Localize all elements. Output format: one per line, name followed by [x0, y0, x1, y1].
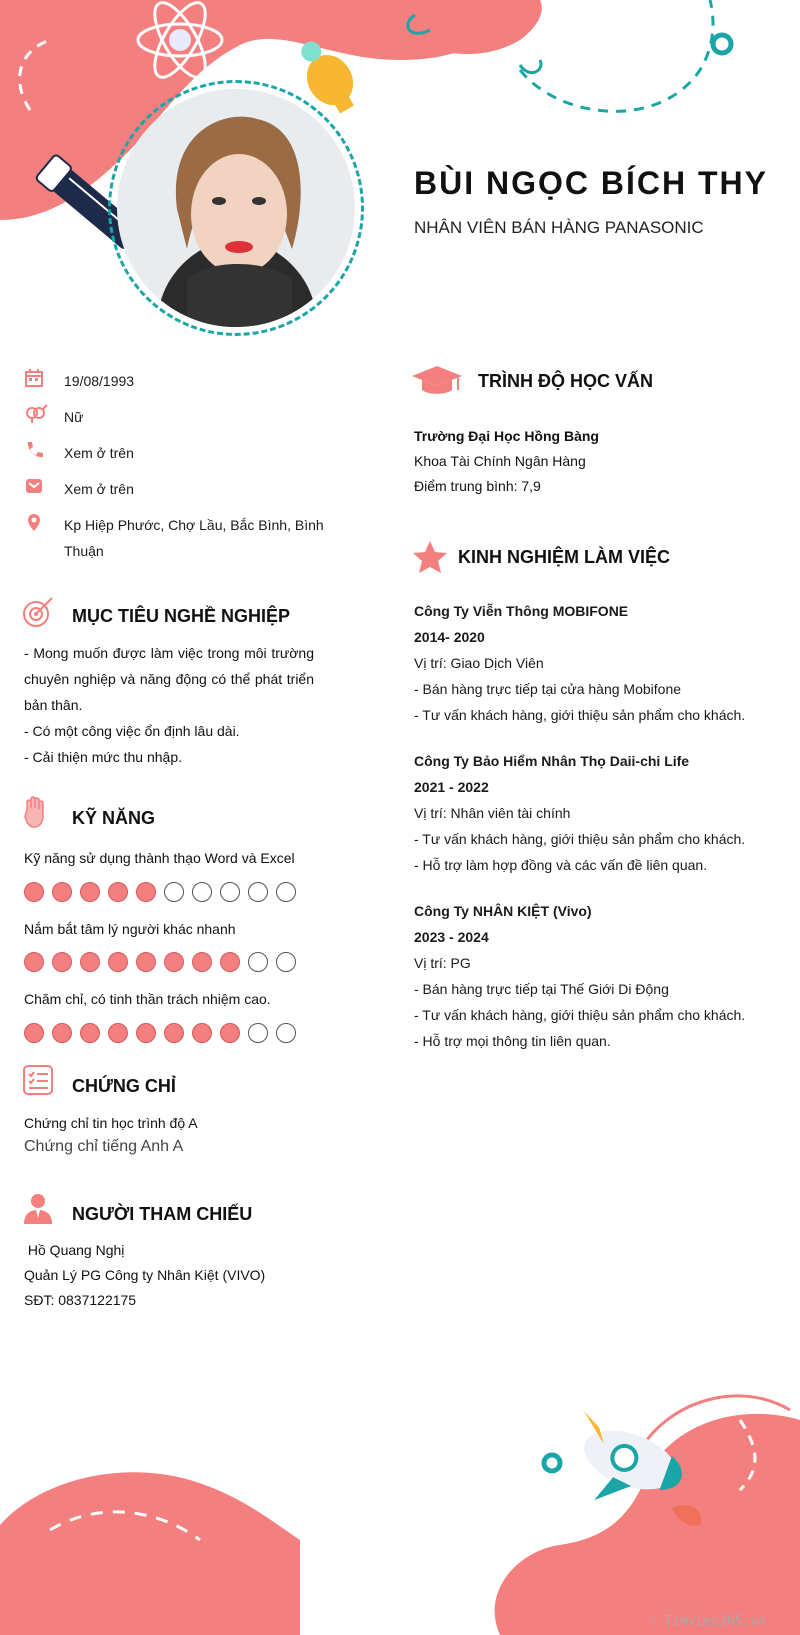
job-company: Công Ty Bảo Hiểm Nhân Thọ Daii-chi Life [414, 753, 690, 769]
gender-row [24, 404, 324, 432]
rating-dot-filled [24, 882, 44, 902]
rating-dot-filled [108, 882, 128, 902]
location-pin-icon [24, 512, 44, 532]
job-company: Công Ty Viễn Thông MOBIFONE [414, 603, 629, 619]
job-duty: - Hỗ trợ làm hợp đồng và các vấn đề liên quan. [414, 857, 708, 873]
job-period: 2014- 2020 [414, 629, 485, 645]
certificates-heading: CHỨNG CHỈ [72, 1076, 176, 1096]
job-duty: - Bán hàng trực tiếp tại cửa hàng Mobifone [414, 681, 682, 697]
email-row [24, 476, 324, 504]
gpa: Điểm trung bình: 7,9 [414, 478, 541, 494]
experience-heading: KINH NGHIỆM LÀM VIỆC [458, 547, 671, 567]
rating-dot-empty [248, 952, 268, 972]
skill-label: Chăm chỉ, có tinh thần trách nhiệm cao. [24, 991, 271, 1007]
rating-dot-filled [164, 952, 184, 972]
job-role: Vị trí: PG [414, 955, 471, 971]
address-row [24, 512, 324, 564]
target-icon [22, 596, 56, 630]
rating-dot-filled [80, 882, 100, 902]
rating-dot-filled [80, 952, 100, 972]
certificate-item: Chứng chỉ tin học trình độ A [24, 1115, 198, 1131]
address-text: Kp Hiệp Phước, Chợ Lầu, Bắc Bình, Bình Thuận [64, 517, 324, 559]
rating-dot-empty [276, 1023, 296, 1043]
objective-line: - Cải thiện mức thu nhập. [24, 749, 183, 765]
rating-dot-filled [52, 882, 72, 902]
gender-icon [24, 404, 48, 424]
rating-dot-empty [220, 882, 240, 902]
rating-dot-filled [220, 1023, 240, 1043]
job-duty: - Tư vấn khách hàng, giới thiệu sản phẩm cho khách. [414, 707, 746, 723]
graduation-cap-icon [410, 364, 464, 396]
rating-dot-filled [192, 952, 212, 972]
job-duty: - Bán hàng trực tiếp tại Thế Giới Di Động [414, 981, 669, 997]
objective-heading: MỤC TIÊU NGHỀ NGHIỆP [72, 606, 291, 626]
job-period: 2021 - 2022 [414, 779, 489, 795]
star-icon [412, 540, 448, 574]
rating-dot-filled [24, 1023, 44, 1043]
rating-dot-filled [136, 882, 156, 902]
watermark: ∴ Timviec365.vn [648, 1614, 766, 1629]
objective-line: - Mong muốn được làm việc trong môi trường chuyên nghiệp và năng động có thể phát triển bản thân. [24, 645, 314, 713]
phone-text: Xem ở trên [64, 445, 134, 461]
reference-position: Quản Lý PG Công ty Nhân Kiệt (VIVO) [24, 1267, 266, 1283]
job-duty: - Tư vấn khách hàng, giới thiệu sản phẩm cho khách. [414, 1007, 746, 1023]
education-heading: TRÌNH ĐỘ HỌC VẤN [478, 371, 653, 391]
skill-label: Kỹ năng sử dụng thành thạo Word và Excel [24, 850, 295, 866]
rating-dot-empty [248, 1023, 268, 1043]
rating-dot-empty [192, 882, 212, 902]
skill-rating [24, 882, 296, 902]
phone-row [24, 440, 324, 468]
rating-dot-filled [136, 1023, 156, 1043]
phone-icon [24, 440, 44, 460]
skill-rating [24, 1023, 296, 1043]
reference-name: Hồ Quang Nghị [24, 1242, 125, 1258]
calendar-icon [24, 368, 44, 388]
job-entry [414, 748, 784, 878]
job-role: Vị trí: Giao Dịch Viên [414, 655, 544, 671]
candidate-name: BÙI NGỌC BÍCH THY [414, 165, 768, 201]
rating-dot-filled [24, 952, 44, 972]
reference-phone: SĐT: 0837122175 [24, 1292, 137, 1308]
rating-dot-empty [248, 882, 268, 902]
skills-heading: KỸ NĂNG [72, 808, 156, 828]
objective-line: - Có một công việc ổn định lâu dài. [24, 723, 240, 739]
job-company: Công Ty NHÂN KIỆT (Vivo) [414, 903, 592, 919]
rating-dot-empty [276, 952, 296, 972]
dob-text: 19/08/1993 [64, 373, 135, 389]
job-title: NHÂN VIÊN BÁN HÀNG PANASONIC [414, 218, 704, 237]
rating-dot-filled [164, 1023, 184, 1043]
school-name: Trường Đại Học Hồng Bàng [414, 428, 599, 444]
job-role: Vị trí: Nhân viên tài chính [414, 805, 571, 821]
rating-dot-empty [276, 882, 296, 902]
person-icon [22, 1192, 54, 1226]
references-heading: NGƯỜI THAM CHIẾU [72, 1204, 253, 1224]
rating-dot-filled [220, 952, 240, 972]
email-icon [24, 476, 44, 496]
rating-dot-filled [136, 952, 156, 972]
job-entry [414, 898, 784, 1054]
job-entry [414, 598, 784, 728]
rating-dot-filled [192, 1023, 212, 1043]
job-duty: - Hỗ trợ mọi thông tin liên quan. [414, 1033, 611, 1049]
dob-row [24, 368, 324, 396]
faculty: Khoa Tài Chính Ngân Hàng [414, 453, 586, 469]
skill-rating [24, 952, 296, 972]
job-period: 2023 - 2024 [414, 929, 489, 945]
skill-label: Nắm bắt tâm lý người khác nhanh [24, 921, 236, 937]
hand-icon [22, 796, 48, 830]
avatar [108, 80, 364, 336]
certificate-list-icon [22, 1064, 54, 1096]
footer-decoration [0, 1340, 800, 1635]
certificate-item: Chứng chỉ tiếng Anh A [24, 1138, 184, 1155]
objective-body [24, 640, 314, 770]
rating-dot-empty [164, 882, 184, 902]
rating-dot-filled [52, 1023, 72, 1043]
rating-dot-filled [80, 1023, 100, 1043]
rating-dot-filled [52, 952, 72, 972]
rating-dot-filled [108, 952, 128, 972]
rating-dot-filled [108, 1023, 128, 1043]
gender-text: Nữ [64, 409, 84, 425]
job-duty: - Tư vấn khách hàng, giới thiệu sản phẩm cho khách. [414, 831, 746, 847]
email-text: Xem ở trên [64, 481, 134, 497]
